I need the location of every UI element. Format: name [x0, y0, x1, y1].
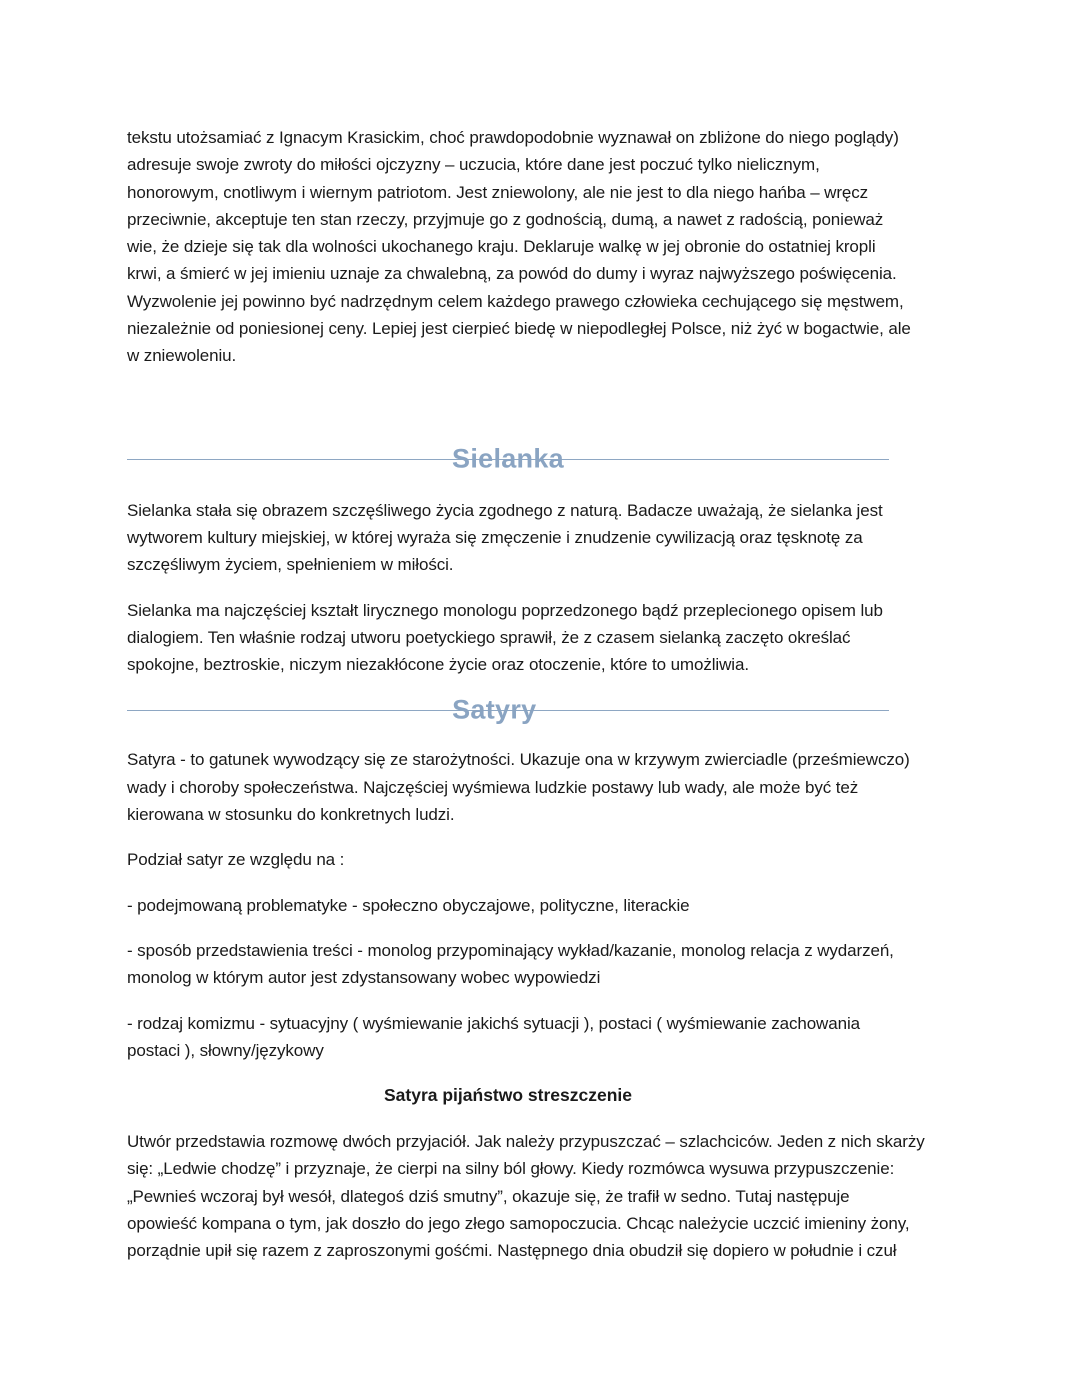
division-item-3 — [127, 1010, 957, 1065]
text-line: „Pewnieś wczoraj był wesół, dlategoś dziś smutny”, okazuje się, że trafił w sedno. Tutaj następuje — [127, 1186, 850, 1206]
summary-paragraph — [127, 1128, 957, 1264]
text-line: przeciwnie, akceptuje ten stan rzeczy, przyjmuje go z godnością, dumą, a nawet z radością, ponieważ — [127, 209, 884, 229]
text-line: - sposób przedstawienia treści - monolog przypominający wykład/kazanie, monolog relacja z wydarzeń, — [127, 940, 894, 960]
text-line: spokojne, beztroskie, niczym niezakłócone życie oraz otoczenie, które to umożliwia. — [127, 655, 749, 675]
text-line: - rodzaj komizmu - sytuacyjny ( wyśmiewanie jakichś sytuacji ), postaci ( wyśmiewanie zachowania — [127, 1013, 860, 1033]
section-title: Sielanka — [452, 443, 564, 474]
satyry-paragraph-1 — [127, 746, 957, 828]
text-line: - podejmowaną problematyke - społeczno obyczajowe, polityczne, literackie — [127, 895, 690, 915]
subtitle-satyra-pijanstwo: Satyra pijaństwo streszczenie — [383, 1085, 633, 1106]
text-line: Satyra - to gatunek wywodzący się ze starożytności. Ukazuje ona w krzywym zwierciadle (prześmiewczo) — [127, 750, 910, 770]
text-line: się: „Ledwie chodzę” i przyznaje, że cierpi na silny ból głowy. Kiedy rozmówca wysuwa przypuszczenie: — [127, 1159, 895, 1179]
text-line: szczęśliwym życiem, spełnieniem w miłości. — [127, 555, 454, 575]
text-line: porządnie upił się razem z zaproszonymi gośćmi. Następnego dnia obudził się dopiero w południe i czuł — [127, 1241, 897, 1261]
section-heading-satyry — [127, 690, 889, 730]
text-line: wady i choroby społeczeństwa. Najczęściej wyśmiewa ludzkie postawy lub wady, ale może być też — [127, 777, 859, 797]
section-title: Satyry — [452, 694, 537, 725]
text-line: dialogiem. Ten właśnie rodzaj utworu poetyckiego sprawił, że z czasem sielanką zaczęto określać — [127, 627, 851, 647]
division-item-2 — [127, 937, 957, 992]
text-line: adresuje swoje zwroty do miłości ojczyzny – uczucia, które dane jest poczuć tylko nielicznym, — [127, 155, 820, 175]
division-item-1 — [127, 892, 957, 919]
text-line: postaci ), słowny/językowy — [127, 1040, 324, 1060]
text-line: kierowana w stosunku do konkretnych ludzi. — [127, 805, 455, 825]
text-line: wie, że dzieje się tak dla wolności ukochanego kraju. Deklaruje walkę w jej obronie do ostatniej kropli — [127, 237, 876, 257]
text-line: krwi, a śmierć w jej imieniu uznaje za chwalebną, za powód do dumy i wyraz najwyższego poświęcenia. — [127, 264, 897, 284]
text-line: wytworem kultury miejskiej, w której wyraża się zmęczenie i znudzenie cywilizacją oraz tęsknotę za — [127, 527, 863, 547]
sielanka-paragraph-2 — [127, 597, 957, 679]
text-line: monolog w którym autor jest zdystansowany wobec wypowiedzi — [127, 968, 601, 988]
text-line: w zniewoleniu. — [127, 346, 237, 366]
sielanka-paragraph-1 — [127, 497, 957, 579]
document-page — [127, 124, 957, 1265]
section-heading-sielanka — [127, 439, 889, 479]
text-line: Utwór przedstawia rozmowę dwóch przyjaciół. Jak należy przypuszczać – szlachciców. Jeden z nich skarży — [127, 1132, 925, 1152]
text-line: opowieść kompana o tym, jak doszło do jego złego samopoczucia. Chcąc należycie uczcić imieniny żony, — [127, 1214, 910, 1234]
text-line: Sielanka ma najczęściej kształt lirycznego monologu poprzedzonego bądź przeplecionego opisem lub — [127, 600, 883, 620]
division-intro: Podział satyr ze względu na : — [127, 850, 345, 870]
text-line: Sielanka stała się obrazem szczęśliwego życia zgodnego z naturą. Badacze uważają, że sielanka jest — [127, 500, 883, 520]
text-line: niezależnie od poniesionej ceny. Lepiej jest cierpieć biedę w niepodległej Polsce, niż żyć w bogactwie, ale — [127, 319, 911, 339]
text-line: Wyzwolenie jej powinno być nadrzędnym celem każdego prawego człowieka cechującego się męstwem, — [127, 291, 904, 311]
intro-paragraph — [127, 124, 957, 370]
text-line: tekstu utożsamiać z Ignacym Krasickim, choć prawdopodobnie wyznawał on zbliżone do niego poglądy) — [127, 128, 899, 147]
text-line: honorowym, cnotliwym i wiernym patriotom. Jest zniewolony, ale nie jest to dla niego hańba – wręcz — [127, 182, 869, 202]
